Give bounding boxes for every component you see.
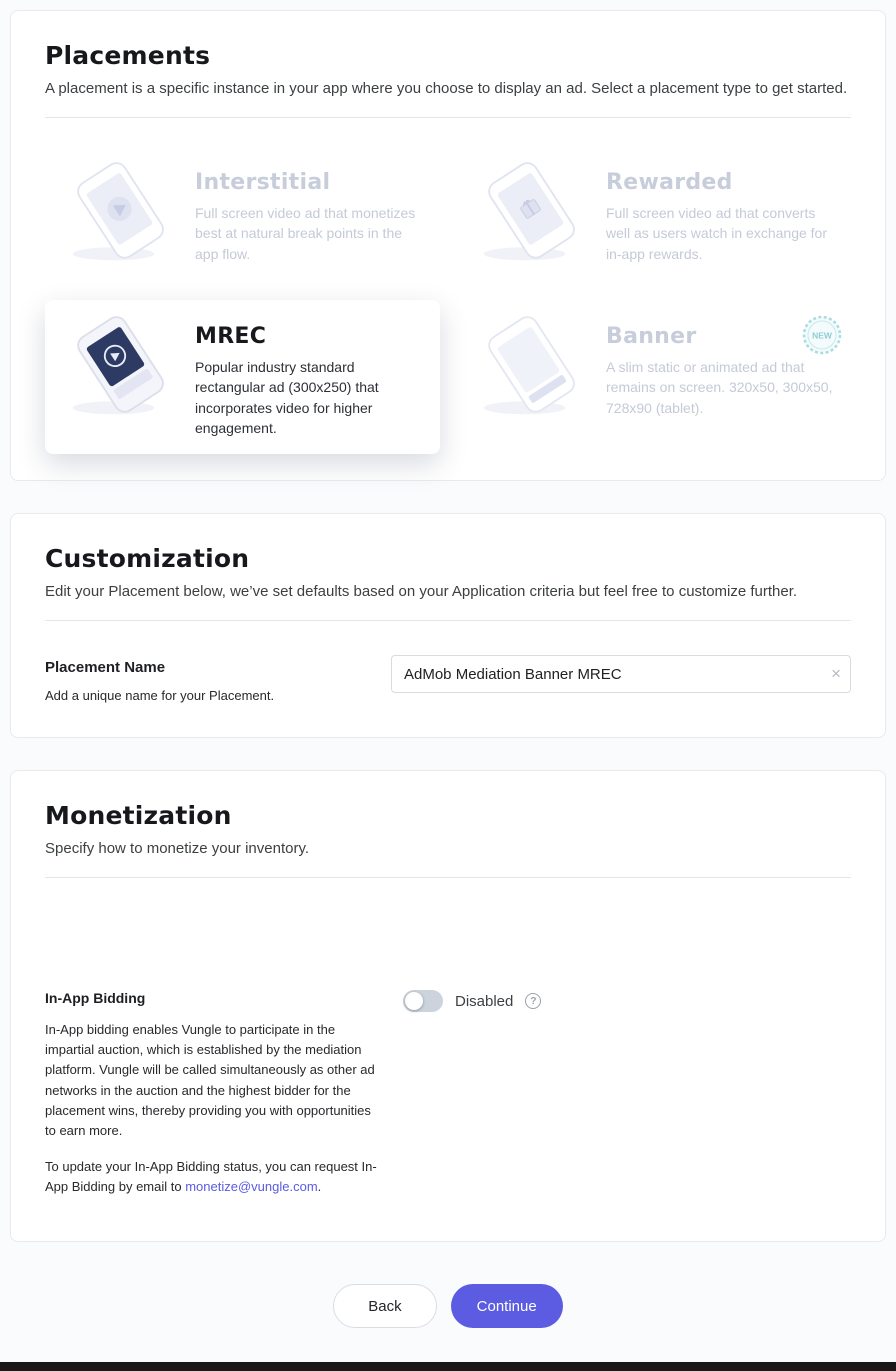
mrec-title: MREC	[195, 324, 267, 349]
customization-title: Customization	[45, 544, 250, 574]
in-app-bidding-status: Disabled	[455, 992, 514, 1010]
update-note-suffix: .	[317, 1179, 322, 1195]
customization-divider	[45, 620, 851, 621]
continue-button[interactable]: Continue	[451, 1284, 563, 1328]
placement-type-grid	[45, 146, 851, 454]
update-note-text: To update your In-App Bidding status, you can request In-App Bidding by email to	[45, 1159, 377, 1195]
toggle-knob	[405, 992, 423, 1010]
in-app-bidding-control	[403, 990, 541, 1012]
mrec-description: Popular industry standard rectangular ad (300x250) that incorporates video for higher engagement.	[195, 359, 379, 436]
in-app-bidding-row	[45, 990, 851, 1197]
monetization-divider	[45, 877, 851, 878]
help-icon[interactable]: ?	[525, 993, 541, 1009]
in-app-bidding-update-note	[45, 1157, 381, 1197]
rewarded-title: Rewarded	[606, 170, 733, 195]
interstitial-text	[195, 162, 426, 264]
mrec-phone-icon	[59, 316, 181, 418]
placement-name-input[interactable]	[391, 655, 851, 693]
placement-option-rewarded[interactable]	[456, 146, 851, 280]
monetization-card	[10, 770, 886, 1242]
new-badge	[801, 314, 843, 356]
placements-subtitle: A placement is a specific instance in your app where you choose to display an ad. Select a placement type to get started.	[45, 80, 848, 97]
footer-actions	[10, 1284, 886, 1328]
customization-subtitle: Edit your Placement below, we’ve set defaults based on your Application criteria but feel free to customize further.	[45, 583, 798, 601]
placement-name-label: Placement Name	[45, 659, 166, 677]
interstitial-description: Full screen video ad that monetizes best at natural break points in the app flow.	[195, 205, 416, 262]
monetization-title: Monetization	[45, 801, 232, 831]
placement-option-mrec[interactable]	[45, 300, 440, 454]
placement-name-labels	[45, 655, 391, 703]
customization-card	[10, 513, 886, 738]
placement-option-interstitial[interactable]	[45, 146, 440, 280]
placements-title: Placements	[45, 41, 211, 70]
placement-name-row	[45, 655, 851, 703]
back-button[interactable]: Back	[333, 1284, 436, 1328]
in-app-bidding-toggle[interactable]	[403, 990, 443, 1012]
banner-description: A slim static or animated ad that remains on screen. 320x50, 300x50, 728x90 (tablet).	[606, 359, 833, 416]
clear-input-icon[interactable]: ×	[831, 664, 841, 684]
placement-name-input-wrap	[391, 655, 851, 693]
monetize-email-link[interactable]: monetize@vungle.com	[185, 1179, 318, 1195]
rewarded-phone-icon	[470, 162, 592, 264]
in-app-bidding-description: In-App bidding enables Vungle to participate in the impartial auction, which is established by the mediation platform. Vungle will be called simultaneously as other ad networks in the auction and the highest bidder for the placement wins, thereby providing you with opportunities to earn more.	[45, 1022, 375, 1138]
monetization-subtitle: Specify how to monetize your inventory.	[45, 840, 310, 858]
placement-option-banner[interactable]	[456, 300, 851, 454]
placements-divider	[45, 117, 851, 118]
bottom-bar	[0, 1362, 896, 1371]
mrec-text	[195, 316, 426, 438]
new-badge-text: NEW	[812, 330, 832, 341]
banner-phone-icon	[470, 316, 592, 418]
interstitial-title: Interstitial	[195, 170, 331, 195]
banner-title: Banner	[606, 324, 697, 349]
in-app-bidding-label: In-App Bidding	[45, 990, 146, 1007]
interstitial-phone-icon	[59, 162, 181, 264]
rewarded-description: Full screen video ad that converts well as users watch in exchange for in-app rewards.	[606, 205, 827, 262]
placement-name-help: Add a unique name for your Placement.	[45, 688, 275, 704]
placements-card	[10, 10, 886, 481]
in-app-bidding-info	[45, 990, 389, 1197]
rewarded-text	[606, 162, 837, 264]
